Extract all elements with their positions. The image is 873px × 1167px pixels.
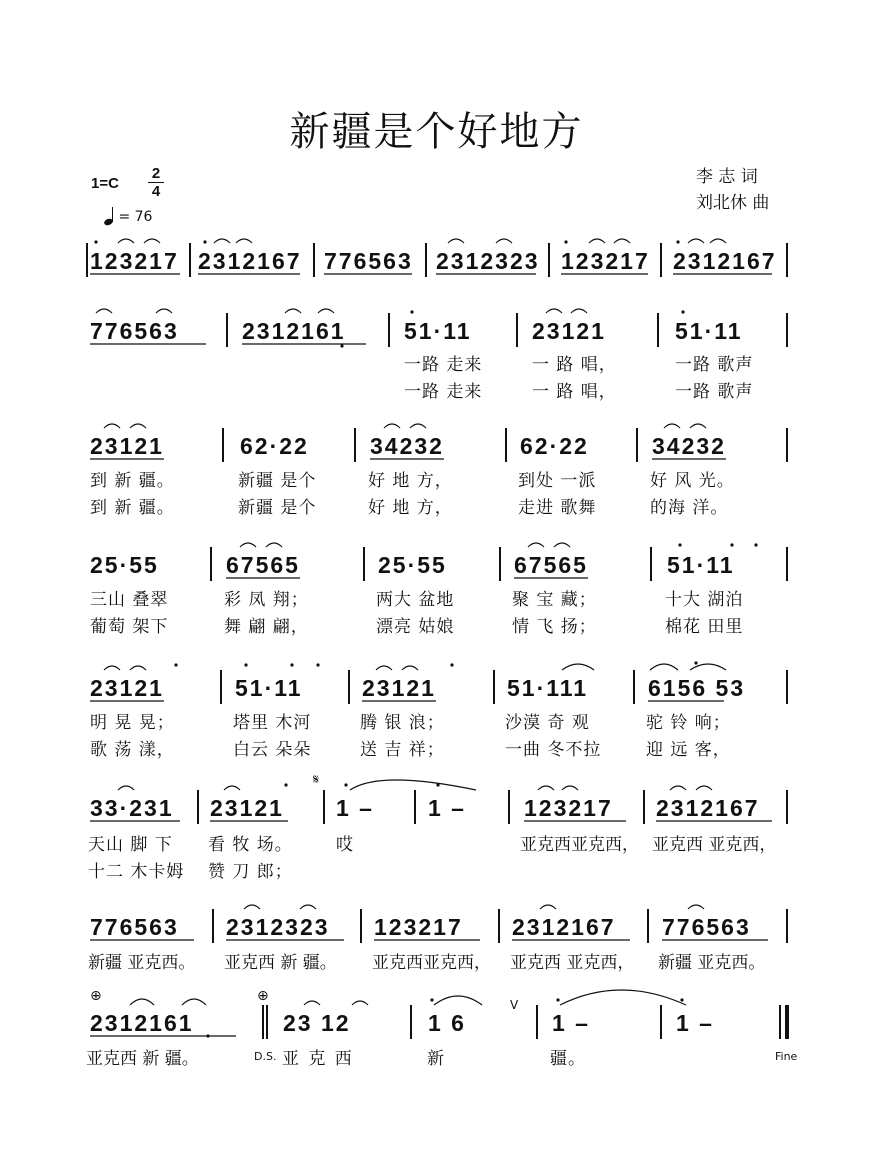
lyric: 送 吉 祥；: [360, 740, 445, 760]
lyric: 哎: [336, 835, 354, 855]
lyric: 沙漠 奇 观: [505, 713, 590, 733]
measure: 2312323: [226, 914, 330, 940]
lyric: 新疆 亚克西。: [88, 953, 196, 973]
lyric: 亚克西亚克西，: [520, 835, 639, 855]
measure: 1 –: [676, 1010, 714, 1036]
measure: 123217: [561, 248, 650, 274]
measure: 51·111: [507, 675, 589, 701]
lyric: 一 路 唱，: [532, 382, 617, 402]
measure: 123217: [90, 248, 179, 274]
lyric: 棉花 田里: [665, 617, 744, 637]
measure: 23121: [362, 675, 436, 701]
measure: 1 –: [336, 795, 374, 821]
lyric: 到 新 疆。: [90, 471, 175, 491]
measure: 2312167: [673, 248, 777, 274]
lyric: 到处 一派: [518, 471, 597, 491]
lyric: 聚 宝 藏；: [512, 590, 597, 610]
lyric: 亚克西 亚克西，: [510, 953, 635, 973]
segno-icon: 𝄋: [313, 772, 320, 788]
lyric: 漂亮 姑娘: [376, 617, 455, 637]
measure: 123217: [524, 795, 613, 821]
lyricist-credit: 李 志 词: [696, 167, 758, 187]
measure: 51·11: [675, 318, 743, 344]
measure: 776563: [324, 248, 413, 274]
lyric: 赞 刀 郎；: [208, 862, 293, 882]
page-title: 新疆是个好地方: [289, 109, 584, 155]
lyric: 一路 走来: [404, 355, 483, 375]
measure: 2312167: [512, 914, 616, 940]
lyric: 十二 木卡姆: [88, 862, 185, 882]
coda-icon: ⊕: [257, 988, 269, 1004]
lyric: 走进 歌舞: [518, 498, 597, 518]
lyric: 彩 凤 翔；: [224, 590, 309, 610]
lyric: 的海 洋。: [650, 498, 729, 518]
time-signature-bottom: 4: [151, 183, 161, 200]
lyric: 葡萄 架下: [90, 617, 169, 637]
measure: 67565: [514, 552, 588, 578]
measure: 1 –: [552, 1010, 590, 1036]
measure: 33·231: [90, 795, 174, 821]
measure: 23 12: [283, 1010, 351, 1036]
measure: 776563: [90, 318, 179, 344]
measure: 2312161: [242, 318, 346, 344]
lyric: 新疆 是个: [238, 498, 317, 518]
time-signature-top: 2: [151, 165, 161, 182]
lyric: 情 飞 扬；: [512, 617, 597, 637]
lyric: 一 路 唱，: [532, 355, 617, 375]
measure: 776563: [662, 914, 751, 940]
lyric: 好 地 方，: [368, 471, 453, 491]
lyric: 白云 朵朵: [233, 740, 312, 760]
measure: 34232: [370, 433, 444, 459]
measure: 51·11: [667, 552, 735, 578]
measure: 23121: [532, 318, 606, 344]
lyric: 好 风 光。: [650, 471, 735, 491]
lyric: 新: [427, 1049, 445, 1069]
measure: 2312167: [656, 795, 760, 821]
fine-marking: Fine: [775, 1050, 798, 1063]
lyric: 腾 银 浪；: [360, 713, 445, 733]
measure: 123217: [374, 914, 463, 940]
measure: 51·11: [404, 318, 472, 344]
measure: 67565: [226, 552, 300, 578]
lyric: 一路 歌声: [675, 355, 754, 375]
lyric: 亚克西 新 疆。: [86, 1049, 199, 1069]
breath-mark: V: [510, 998, 519, 1012]
measure: 51·11: [235, 675, 303, 701]
key-signature: 1=C: [91, 175, 119, 192]
composer-credit: 刘北休 曲: [696, 193, 770, 213]
measure: 1 6: [428, 1010, 466, 1036]
lyric: 好 地 方，: [368, 498, 453, 518]
lyric: 明 晃 晃；: [90, 713, 175, 733]
lyric: 新疆 亚克西。: [658, 953, 766, 973]
lyric: 新疆 是个: [238, 471, 317, 491]
lyric: 亚克西亚克西，: [372, 953, 491, 973]
coda-icon: ⊕: [90, 988, 102, 1004]
measure: 23121: [90, 675, 164, 701]
lyric: 驼 铃 响；: [646, 713, 731, 733]
lyric: 亚克西 新 疆。: [224, 953, 337, 973]
measure: 25·55: [378, 552, 447, 578]
measure: 62·22: [240, 433, 309, 459]
measure: 2312323: [436, 248, 540, 274]
measure: 6156 53: [648, 675, 746, 701]
measure: 34232: [652, 433, 726, 459]
measure: 62·22: [520, 433, 589, 459]
lyric: 迎 远 客，: [646, 740, 731, 760]
measure: 23121: [210, 795, 284, 821]
lyric: 两大 盆地: [376, 590, 455, 610]
lyric: 到 新 疆。: [90, 498, 175, 518]
measure: 23121: [90, 433, 164, 459]
measure: 1 –: [428, 795, 466, 821]
lyric: 看 牧 场。: [208, 835, 293, 855]
lyric: 亚克西 亚克西，: [652, 835, 777, 855]
lyric: 一路 歌声: [675, 382, 754, 402]
measure: 2312167: [198, 248, 302, 274]
tempo-value: = 76: [118, 209, 153, 225]
ds-marking: D.S.: [254, 1050, 277, 1063]
lyric: 塔里 木河: [233, 713, 312, 733]
lyric: 疆。: [550, 1049, 586, 1069]
measure: 2312161: [90, 1010, 194, 1036]
measure: 25·55: [90, 552, 159, 578]
lyric: 亚 克 西: [282, 1049, 354, 1069]
lyric: 天山 脚 下: [88, 835, 173, 855]
measure: 776563: [90, 914, 179, 940]
lyric: 十大 湖泊: [665, 590, 744, 610]
lyric: 歌 荡 漾，: [90, 740, 175, 760]
lyric: 舞 翩 翩，: [224, 617, 309, 637]
lyric: 一路 走来: [404, 382, 483, 402]
lyric: 三山 叠翠: [90, 590, 169, 610]
lyric: 一曲 冬不拉: [505, 740, 602, 760]
